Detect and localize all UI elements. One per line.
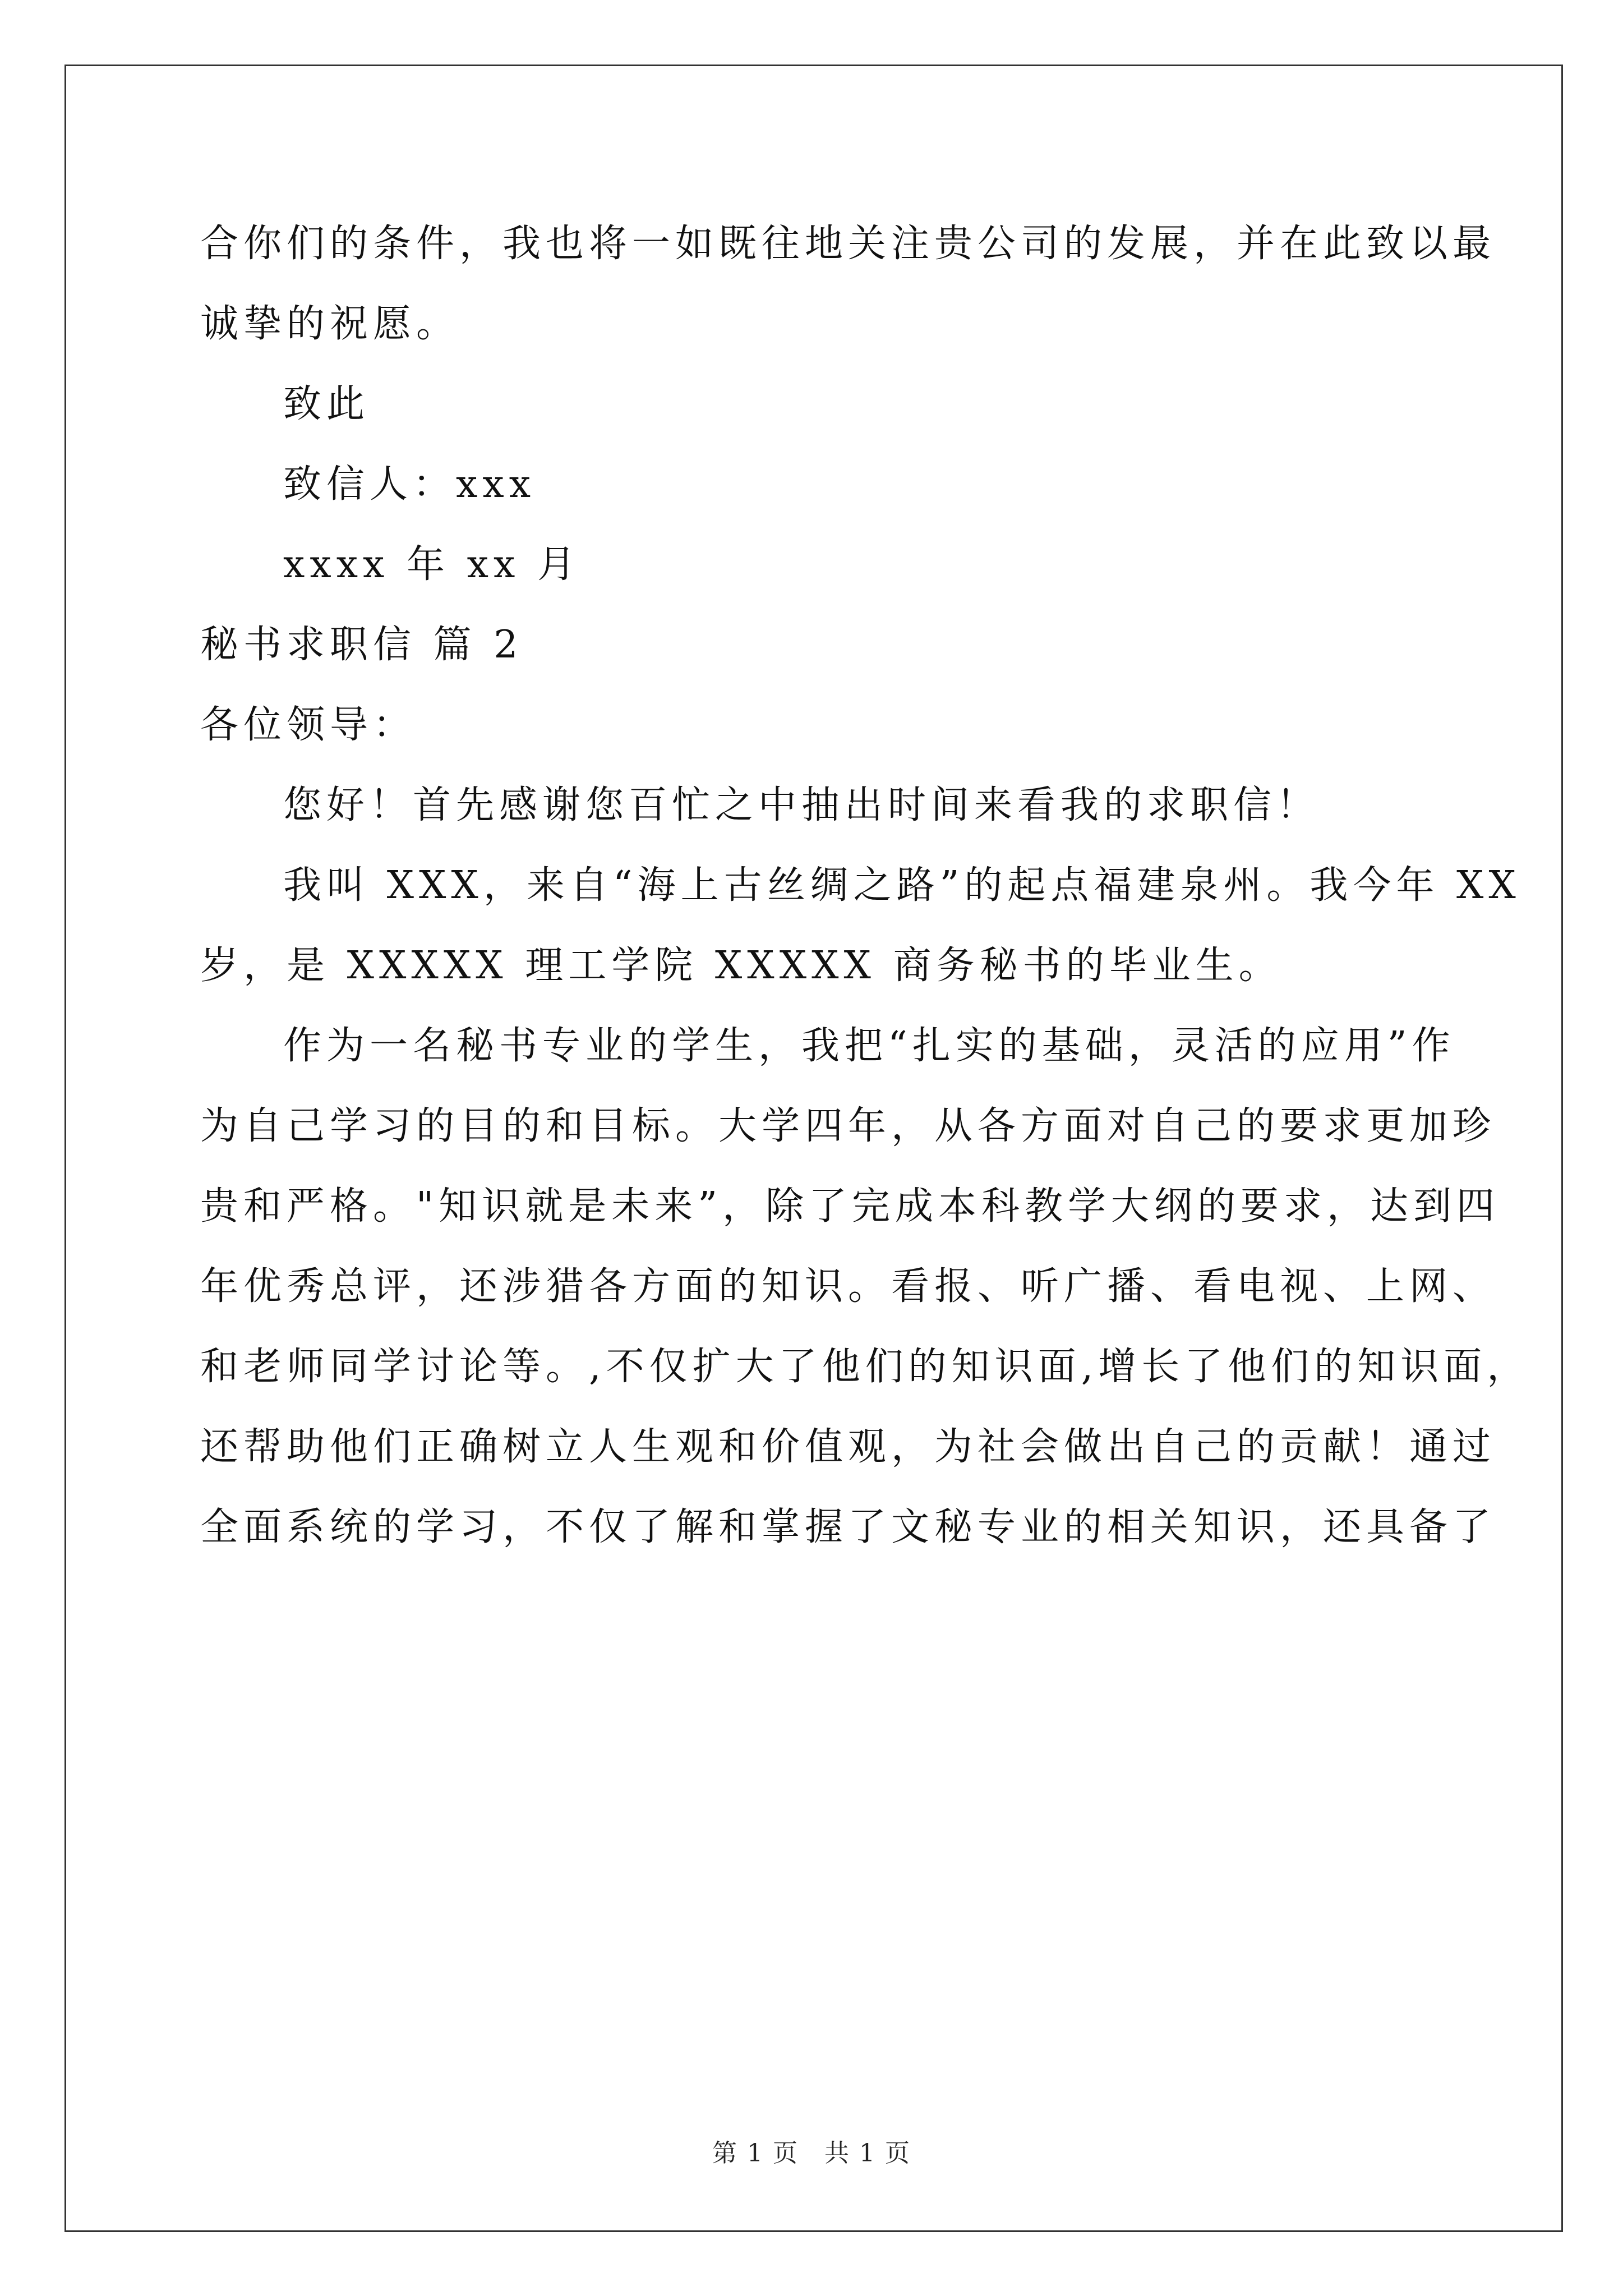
salutation: 各位领导：: [200, 703, 417, 747]
text-line: 全面系统的学习，不仅了解和掌握了文秘专业的相关知识，还具备了: [200, 1505, 1496, 1549]
section-heading: 秘书求职信 篇 2: [200, 623, 523, 667]
text-line: 我叫 XXX，来自“海上古丝绸之路”的起点福建泉州。我今年 XX: [283, 863, 1521, 908]
text-line: 您好！首先感谢您百忙之中抽出时间来看我的求职信！: [283, 783, 1320, 827]
page-number-footer: 第 1 页 共 1 页: [712, 2139, 911, 2168]
closing-line: 致此: [283, 382, 370, 426]
text-line: 贵和严格。"知识就是未来”，除了完成本科教学大纲的要求，达到四: [200, 1184, 1500, 1228]
text-line: 为自己学习的目的和目标。大学四年，从各方面对自己的要求更加珍: [200, 1104, 1496, 1148]
text-line: 作为一名秘书专业的学生，我把“扎实的基础，灵活的应用”作: [283, 1024, 1455, 1068]
text-line: 岁，是 XXXXX 理工学院 XXXXX 商务秘书的毕业生。: [200, 944, 1282, 988]
date-line: xxxx 年 xx 月: [283, 542, 580, 587]
text-line: 年优秀总评，还涉猎各方面的知识。看报、听广播、看电视、上网、: [200, 1264, 1496, 1309]
sender-line: 致信人：xxx: [283, 462, 536, 507]
text-line: 还帮助他们正确树立人生观和价值观，为社会做出自己的贡献！通过: [200, 1425, 1496, 1469]
text-line: 合你们的条件，我也将一如既往地关注贵公司的发展，并在此致以最: [200, 222, 1496, 266]
text-line: 诚挚的祝愿。: [200, 302, 460, 346]
text-line: 和老师同学讨论等。,不仅扩大了他们的知识面,增长了他们的知识面，: [200, 1345, 1530, 1389]
